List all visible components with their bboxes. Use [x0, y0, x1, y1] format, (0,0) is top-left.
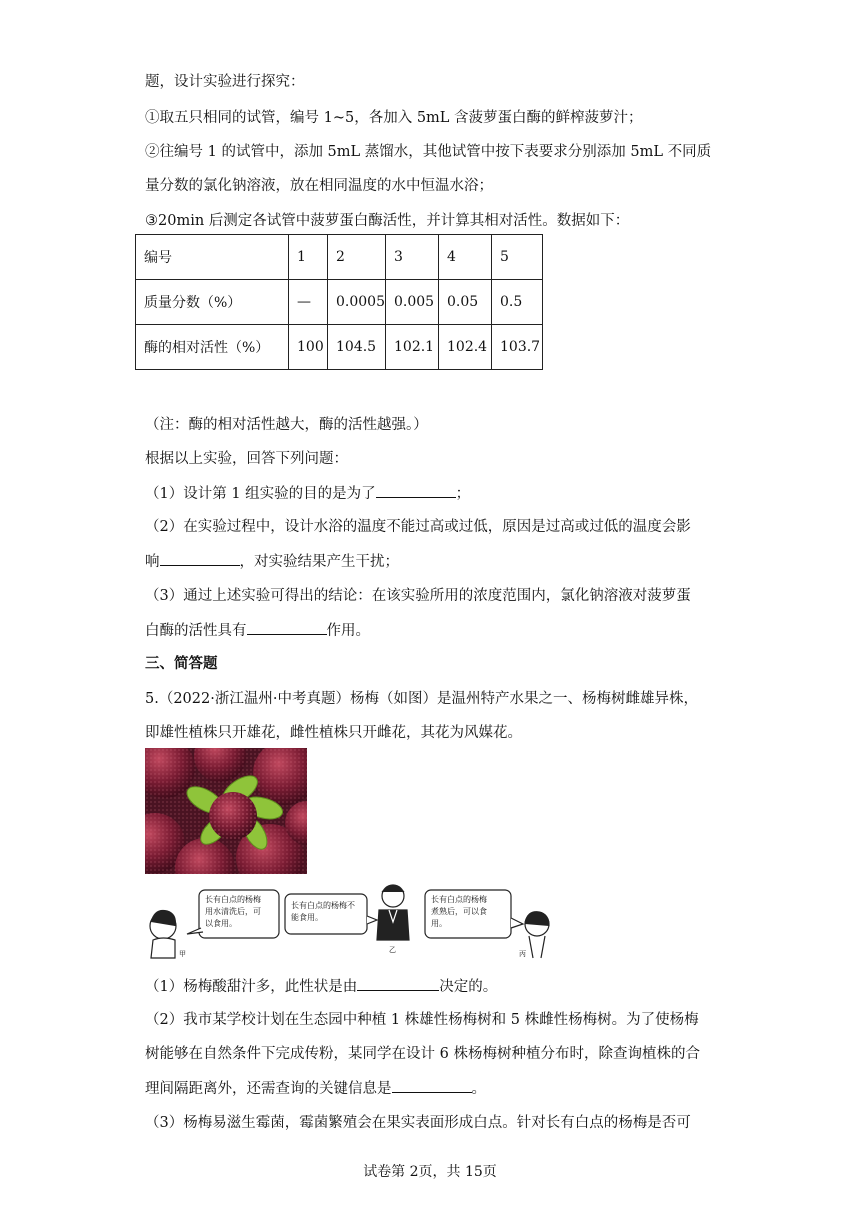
question-text: 作用。	[326, 623, 370, 639]
table-cell: 0.005	[386, 280, 439, 325]
intro-line-5: ③20min 后测定各试管中菠萝蛋白酶活性，并计算其相对活性。数据如下：	[145, 213, 630, 229]
table-cell: 102.4	[439, 325, 492, 370]
table-cell: 4	[439, 235, 492, 280]
answer-blank[interactable]	[247, 620, 327, 635]
question-5-part-2-line-1: （2）我市某学校计划在生态园中种植 1 株雄性杨梅树和 5 株雌性杨梅树。为了使杨梅	[145, 1012, 699, 1028]
question-5-line-2: 即雄性植株只开雄花，雌性植株只开雌花，其花为风媒花。	[145, 725, 522, 741]
question-text: ，对实验结果产生干扰；	[239, 554, 399, 570]
question-text: ；	[455, 486, 471, 502]
table-cell: 5	[492, 235, 543, 280]
question-5-part-2-line-3	[145, 1078, 486, 1099]
table-cell: 2	[328, 235, 386, 280]
question-text: 响	[145, 554, 160, 570]
table-note: （注：酶的相对活性越大，酶的活性越强。）	[145, 417, 428, 433]
table-cell: 编号	[136, 235, 289, 280]
question-lead: 根据以上实验，回答下列问题：	[145, 451, 348, 467]
table-cell: 3	[386, 235, 439, 280]
question-4-part-3-line-2	[145, 620, 370, 641]
question-4-part-3-line-1: （3）通过上述实验可得出的结论：在该实验所用的浓度范围内，氯化钠溶液对菠萝蛋	[145, 588, 691, 604]
question-text: 决定的。	[439, 979, 498, 995]
table-cell: 104.5	[328, 325, 386, 370]
table-cell: 质量分数（%）	[136, 280, 289, 325]
answer-blank[interactable]	[376, 483, 456, 498]
table-cell: 0.5	[492, 280, 543, 325]
section-heading: 三、简答题	[145, 656, 218, 672]
intro-line-1: 题，设计实验进行探究：	[145, 74, 305, 90]
question-5-part-2-line-2: 树能够在自然条件下完成传粉，某同学在设计 6 株杨梅树种植分布时，除查询植株的合	[145, 1046, 700, 1062]
page-footer: 试卷第 2页，共 15页	[363, 1164, 497, 1180]
question-text: 理间隔距离外，还需查询的关键信息是	[145, 1081, 392, 1097]
label-jia: 甲	[179, 950, 186, 958]
bubble-jia-line-2: 用水清洗后，可	[205, 907, 261, 916]
table-cell: 100	[289, 325, 328, 370]
question-text: 白酶的活性具有	[145, 623, 247, 639]
question-text: 。	[471, 1081, 486, 1097]
table-cell: 酶的相对活性（%）	[136, 325, 289, 370]
bayberry-image	[145, 748, 307, 874]
bayberry-photo	[145, 748, 307, 874]
label-yi: 乙	[389, 946, 396, 954]
table-row	[136, 280, 543, 325]
table-cell: 1	[289, 235, 328, 280]
table-cell: —	[289, 280, 328, 325]
answer-blank[interactable]	[160, 551, 240, 566]
question-5-part-1	[145, 976, 497, 997]
intro-line-2: ①取五只相同的试管，编号 1~5，各加入 5mL 含菠萝蛋白酶的鲜榨菠萝汁；	[145, 110, 643, 126]
table-row	[136, 235, 543, 280]
table-row	[136, 325, 543, 370]
question-5-part-3-line-1: （3）杨梅易滋生霉菌，霉菌繁殖会在果实表面形成白点。针对长有白点的杨梅是否可	[145, 1115, 691, 1131]
table-cell: 0.05	[439, 280, 492, 325]
table-cell: 0.0005	[328, 280, 386, 325]
dialogue-cartoon	[145, 880, 555, 960]
answer-blank[interactable]	[392, 1078, 472, 1093]
question-text: （1）杨梅酸甜汁多，此性状是由	[145, 979, 358, 995]
bubble-bing-line-3: 用。	[431, 919, 447, 928]
question-4-part-2-line-2	[145, 551, 399, 572]
intro-line-3: ②往编号 1 的试管中，添加 5mL 蒸馏水，其他试管中按下表要求分别添加 5mL 不同质	[145, 144, 712, 160]
bubble-jia-line-3: 以食用。	[205, 919, 237, 928]
question-4-part-2-line-1: （2）在实验过程中，设计水浴的温度不能过高或过低，原因是过高或过低的温度会影	[145, 519, 691, 535]
data-table	[135, 234, 543, 370]
bubble-yi-line-1: 长有白点的杨梅不	[291, 901, 355, 910]
cartoon-figures	[145, 880, 555, 960]
bubble-jia-line-1: 长有白点的杨梅	[205, 895, 261, 904]
question-4-part-1	[145, 483, 470, 504]
question-text: （1）设计第 1 组实验的目的是为了	[145, 486, 376, 502]
question-5-line-1: 5.（2022·浙江温州·中考真题）杨梅（如图）是温州特产水果之一、杨梅树雌雄异株，	[145, 691, 698, 707]
table-cell: 102.1	[386, 325, 439, 370]
bubble-bing-line-2: 煮熟后，可以食	[431, 907, 487, 916]
intro-line-4: 量分数的氯化钠溶液，放在相同温度的水中恒温水浴；	[145, 178, 493, 194]
table-cell: 103.7	[492, 325, 543, 370]
label-bing: 丙	[519, 950, 526, 958]
answer-blank[interactable]	[357, 976, 439, 991]
bubble-yi-line-2: 能食用。	[291, 913, 323, 922]
bubble-bing-line-1: 长有白点的杨梅	[431, 895, 487, 904]
